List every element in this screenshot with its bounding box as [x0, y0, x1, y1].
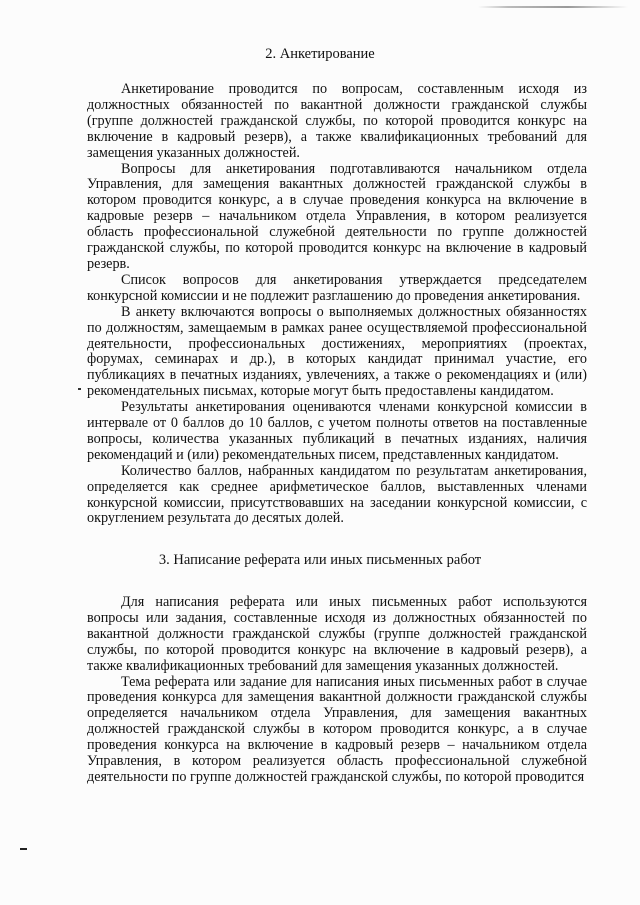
s3-paragraph-2: Тема реферата или задание для написания иных письменных работ в случае проведения конкурса для замещения вакантной должности гражданской службы определяется начальником отдела Управления, для замещения вакантных должностей гражданской службы в котором проводится конкурс, а в случае проведения конкурса на включение в кадровый резерв – начальником отдела Управления, в котором реализуется область профессиональной служебной деятельности по группе должностей гражданской службы, по которой проводится [87, 673, 587, 785]
section-3-body [87, 595, 587, 786]
s2-paragraph-4: В анкету включаются вопросы о выполняемых должностных обязанностях по должностям, замещаемым в рамках ранее осуществляемой профессиональной деятельности, профессиональных достижениях, мероприятиях (проектах, форумах, семинарах и др.), в которых кандидат принимал участие, его публикациях в печатных изданиях, увлечениях, а также о рекомендациях и (или) рекомендательных письмах, которые могут быть предоставлены кандидатом. [87, 303, 587, 400]
s2-paragraph-2: Вопросы для анкетирования подготавливаются начальником отдела Управления, для замещения вакантных должностей гражданской службы в котором проводится конкурс, а в случае проведения конкурса на включение в кадровые резерв – начальником отдела Управления, в котором реализуется область профессиональной служебной деятельности по группе должностей гражданской службы, по которой проводится конкурс на включение в кадровый резерв. [87, 160, 587, 272]
s3-paragraph-1: Для написания реферата или иных письменных работ используются вопросы или задания, составленные исходя из должностных обязанностей по вакантной должности гражданской службы (группе должностей гражданской службы, по которой проводится конкурс на включение в кадровый резерв), а также квалификационных требований для замещения указанных должностей. [87, 594, 587, 674]
scan-artifact [78, 388, 81, 390]
s2-paragraph-3: Список вопросов для анкетирования утверждается председателем конкурсной комиссии и не подлежит разглашению до проведения анкетирования. [87, 271, 587, 304]
s2-paragraph-6: Количество баллов, набранных кандидатом по результатам анкетирования, определяется как среднее арифметическое баллов, выставленных членами конкурсной комиссии, присутствовавших на заседании конкурсной комиссии, с округлением результата до десятых долей. [87, 462, 587, 527]
section-2-title: 2. Анкетирование [265, 46, 375, 62]
s2-paragraph-5: Результаты анкетирования оцениваются членами конкурсной комиссии в интервале от 0 баллов до 10 баллов, с учетом полноты ответов на поставленные вопросы, количества указанных публикаций в печатных изданиях, наличия рекомендаций и (или) рекомендательных писем, представленных кандидатом. [87, 399, 587, 463]
section-2-body [87, 82, 587, 527]
scan-artifact [20, 848, 27, 850]
scan-artifact [478, 6, 628, 8]
s2-paragraph-1: Анкетирование проводится по вопросам, составленным исходя из должностных обязанностей по вакантной должности гражданской службы (группе должностей гражданской службы, по которой проводится конкурс на включение в кадровый резерв), а также квалификационных требований для замещения указанных должностей. [87, 81, 587, 161]
section-3-title: 3. Написание реферата или иных письменных работ [158, 552, 482, 568]
